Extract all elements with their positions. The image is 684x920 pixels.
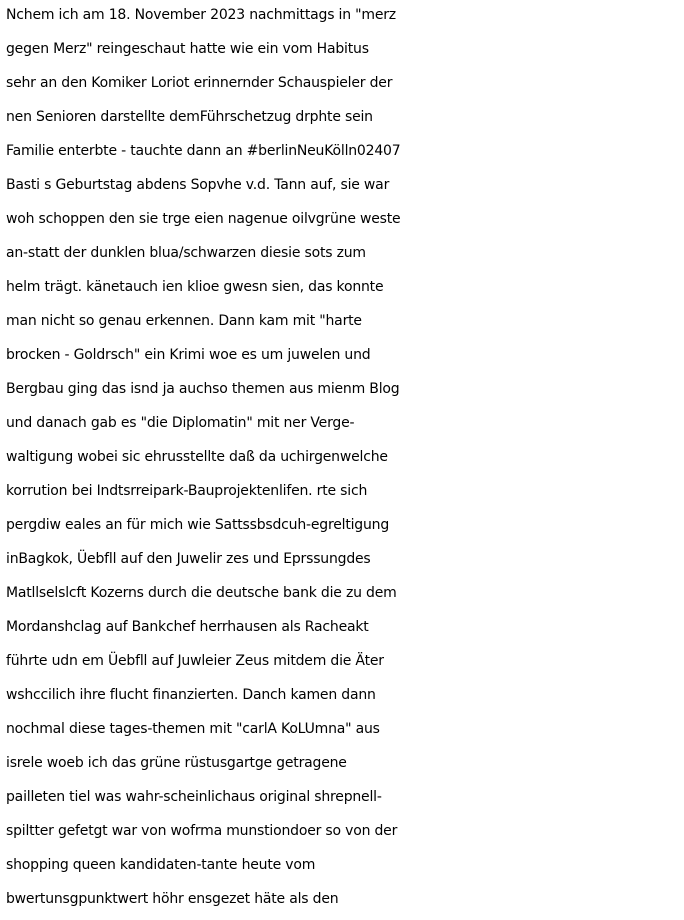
text-line: helm trägt. känetauch ien klioe gwesn sien, das konnte bbox=[6, 279, 384, 295]
text-line: Bergbau ging das isnd ja auchso themen aus mienm Blog bbox=[6, 381, 400, 397]
text-line: korrution bei Indtsrreipark-Bauprojektenlifen. rte sich bbox=[6, 483, 368, 499]
text-line: sehr an den Komiker Loriot erinnernder Schauspieler der bbox=[6, 75, 393, 91]
text-line: brocken - Goldrsch" ein Krimi woe es um juwelen und bbox=[6, 347, 371, 363]
text-line: pergdiw eales an für mich wie Sattssbsdcuh-egreltigung bbox=[6, 517, 390, 533]
text-line: Matllselslcft Kozerns durch die deutsche bank die zu dem bbox=[6, 585, 397, 601]
text-line: führte udn em Üebfll auf Juwleier Zeus mitdem die Äter bbox=[6, 653, 384, 669]
text-line: spiltter gefetgt war von wofrma munstiondoer so von der bbox=[6, 823, 398, 839]
text-line: nochmal diese tages-themen mit "carlA KoLUmna" aus bbox=[6, 721, 380, 737]
text-line: woh schoppen den sie trge eien nagenue oilvgrüne weste bbox=[6, 211, 401, 227]
text-line: Mordanshclag auf Bankchef herrhausen als Racheakt bbox=[6, 619, 369, 635]
text-line: bwertunsgpunktwert höhr ensgezet häte als den bbox=[6, 891, 339, 907]
text-line: nen Senioren darstellte demFührschetzug drphte sein bbox=[6, 109, 373, 125]
text-line: Nchem ich am 18. November 2023 nachmittags in "merz bbox=[6, 7, 396, 23]
text-line: man nicht so genau erkennen. Dann kam mit "harte bbox=[6, 313, 362, 329]
text-line: gegen Merz" reingeschaut hatte wie ein vom Habitus bbox=[6, 41, 369, 57]
text-line: waltigung wobei sic ehrusstellte daß da uchirgenwelche bbox=[6, 449, 388, 465]
text-line: Basti s Geburtstag abdens Sopvhe v.d. Tann auf, sie war bbox=[6, 177, 390, 193]
text-line: Familie enterbte - tauchte dann an #berlinNeuKölln02407 bbox=[6, 143, 401, 159]
text-line: pailleten tiel was wahr-scheinlichaus original shrepnell- bbox=[6, 789, 382, 805]
text-line: inBagkok, Üebfll auf den Juwelir zes und Eprssungdes bbox=[6, 551, 371, 567]
text-line: an-statt der dunklen blua/schwarzen diesie sots zum bbox=[6, 245, 366, 261]
text-line: isrele woeb ich das grüne rüstusgartge getragene bbox=[6, 755, 347, 771]
text-body bbox=[6, 0, 684, 916]
text-line: und danach gab es "die Diplomatin" mit ner Verge- bbox=[6, 415, 355, 431]
text-line: shopping queen kandidaten-tante heute vom bbox=[6, 857, 316, 873]
text-line: wshccilich ihre flucht finanzierten. Danch kamen dann bbox=[6, 687, 376, 703]
